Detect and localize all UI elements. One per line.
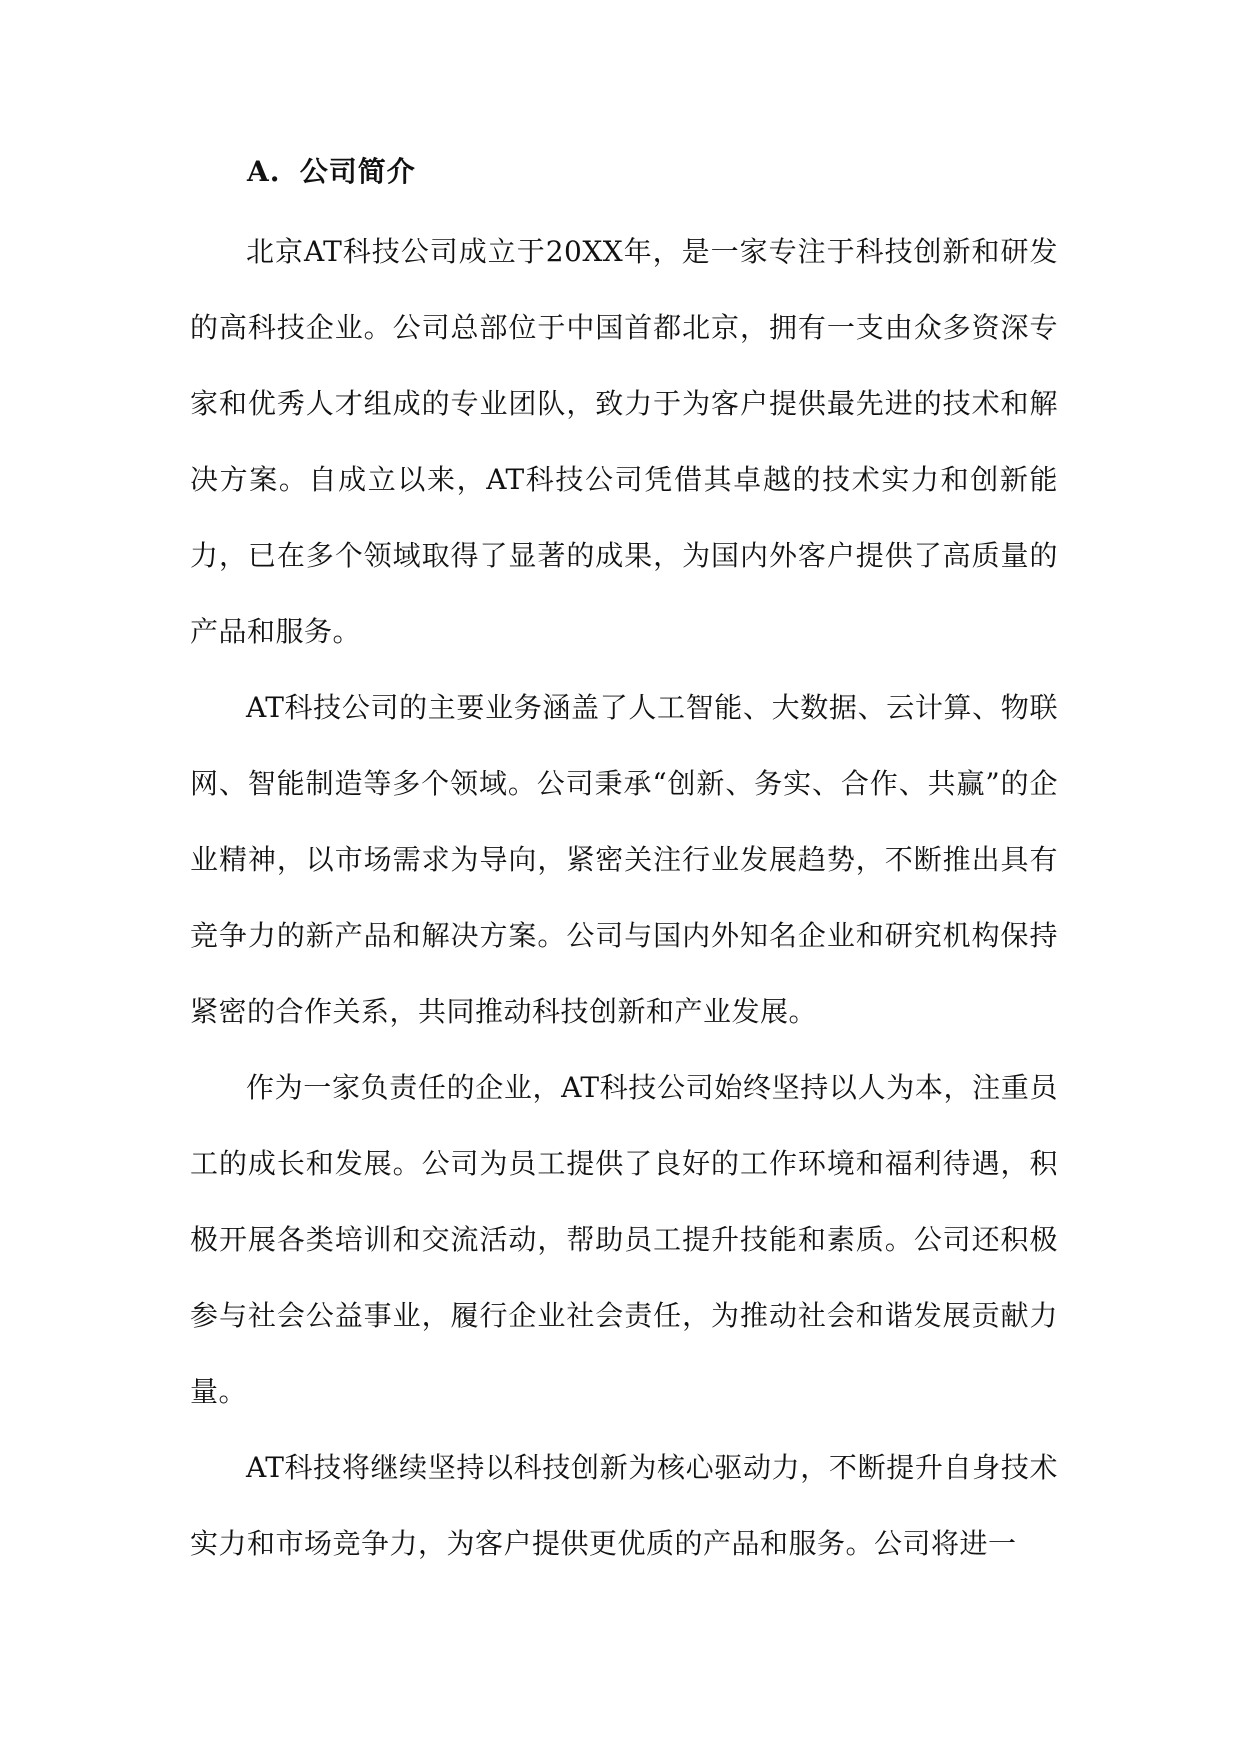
paragraph-future-plan: AT科技将继续坚持以科技创新为核心驱动力，不断提升自身技术实力和市场竞争力，为客户提供更优质的产品和服务。公司将进一 <box>190 1451 1058 1560</box>
paragraph-social-responsibility: 作为一家负责任的企业，AT科技公司始终坚持以人为本，注重员工的成长和发展。公司为员工提供了良好的工作环境和福利待遇，积极开展各类培训和交流活动，帮助员工提升技能和素质。公司还积极参与社会公益事业，履行企业社会责任，为推动社会和谐发展贡献力量。 <box>190 1071 1058 1408</box>
paragraph-company-founding: 北京AT科技公司成立于20XX年，是一家专注于科技创新和研发的高科技企业。公司总部位于中国首都北京，拥有一支由众多资深专家和优秀人才组成的专业团队，致力于为客户提供最先进的技术和解决方案。自成立以来，AT科技公司凭借其卓越的技术实力和创新能力，已在多个领域取得了显著的成果，为国内外客户提供了高质量的产品和服务。 <box>190 235 1058 648</box>
section-number: A. <box>247 155 281 188</box>
section-title: 公司简介 <box>299 155 416 188</box>
document-body <box>190 214 1058 1582</box>
paragraph-main-business: AT科技公司的主要业务涵盖了人工智能、大数据、云计算、物联网、智能制造等多个领域。公司秉承“创新、务实、合作、共赢”的企业精神，以市场需求为导向，紧密关注行业发展趋势，不断推出具有竞争力的新产品和解决方案。公司与国内外知名企业和研究机构保持紧密的合作关系，共同推动科技创新和产业发展。 <box>190 691 1058 1028</box>
section-heading <box>247 148 1058 196</box>
